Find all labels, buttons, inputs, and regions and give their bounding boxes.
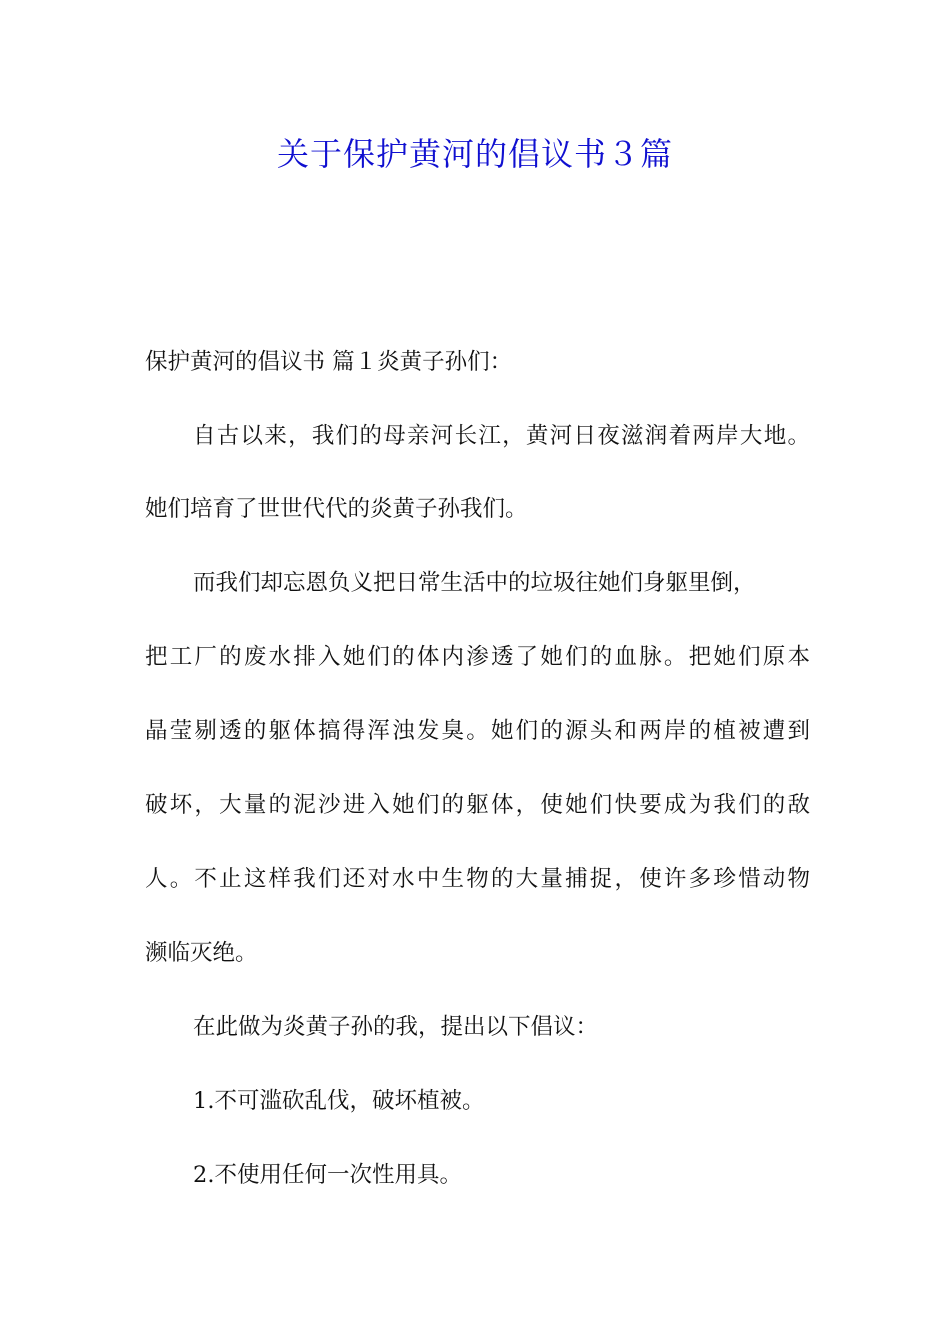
list-item: 1.不可滥砍乱伐，破坏植被。 bbox=[193, 1088, 485, 1114]
list-item: 2.不使用任何一次性用具。 bbox=[193, 1162, 462, 1188]
document-line: 在此做为炎黄子孙的我，提出以下倡议： bbox=[193, 1014, 599, 1040]
document-line-heading: 保护黄河的倡议书 篇１炎黄子孙们： bbox=[145, 349, 513, 375]
document-line: 把工厂的废水排入她们的体内渗透了她们的血脉。把她们原本 bbox=[145, 644, 810, 670]
document-line: 她们培育了世世代代的炎黄子孙我们。 bbox=[145, 496, 528, 522]
document-line: 自古以来，我们的母亲河长江，黄河日夜滋润着两岸大地。 bbox=[193, 423, 810, 449]
document-line: 破坏，大量的泥沙进入她们的躯体，使她们快要成为我们的敌 bbox=[145, 792, 810, 818]
document-line: 濒临灭绝。 bbox=[145, 940, 258, 966]
document-line: 而我们却忘恩负义把日常生活中的垃圾往她们身躯里倒， bbox=[193, 570, 756, 596]
document-line: 人。不止这样我们还对水中生物的大量捕捉，使许多珍惜动物 bbox=[145, 866, 810, 892]
page-title: 关于保护黄河的倡议书３篇 bbox=[276, 135, 673, 173]
document-line: 晶莹剔透的躯体搞得浑浊发臭。她们的源头和两岸的植被遭到 bbox=[145, 718, 810, 744]
